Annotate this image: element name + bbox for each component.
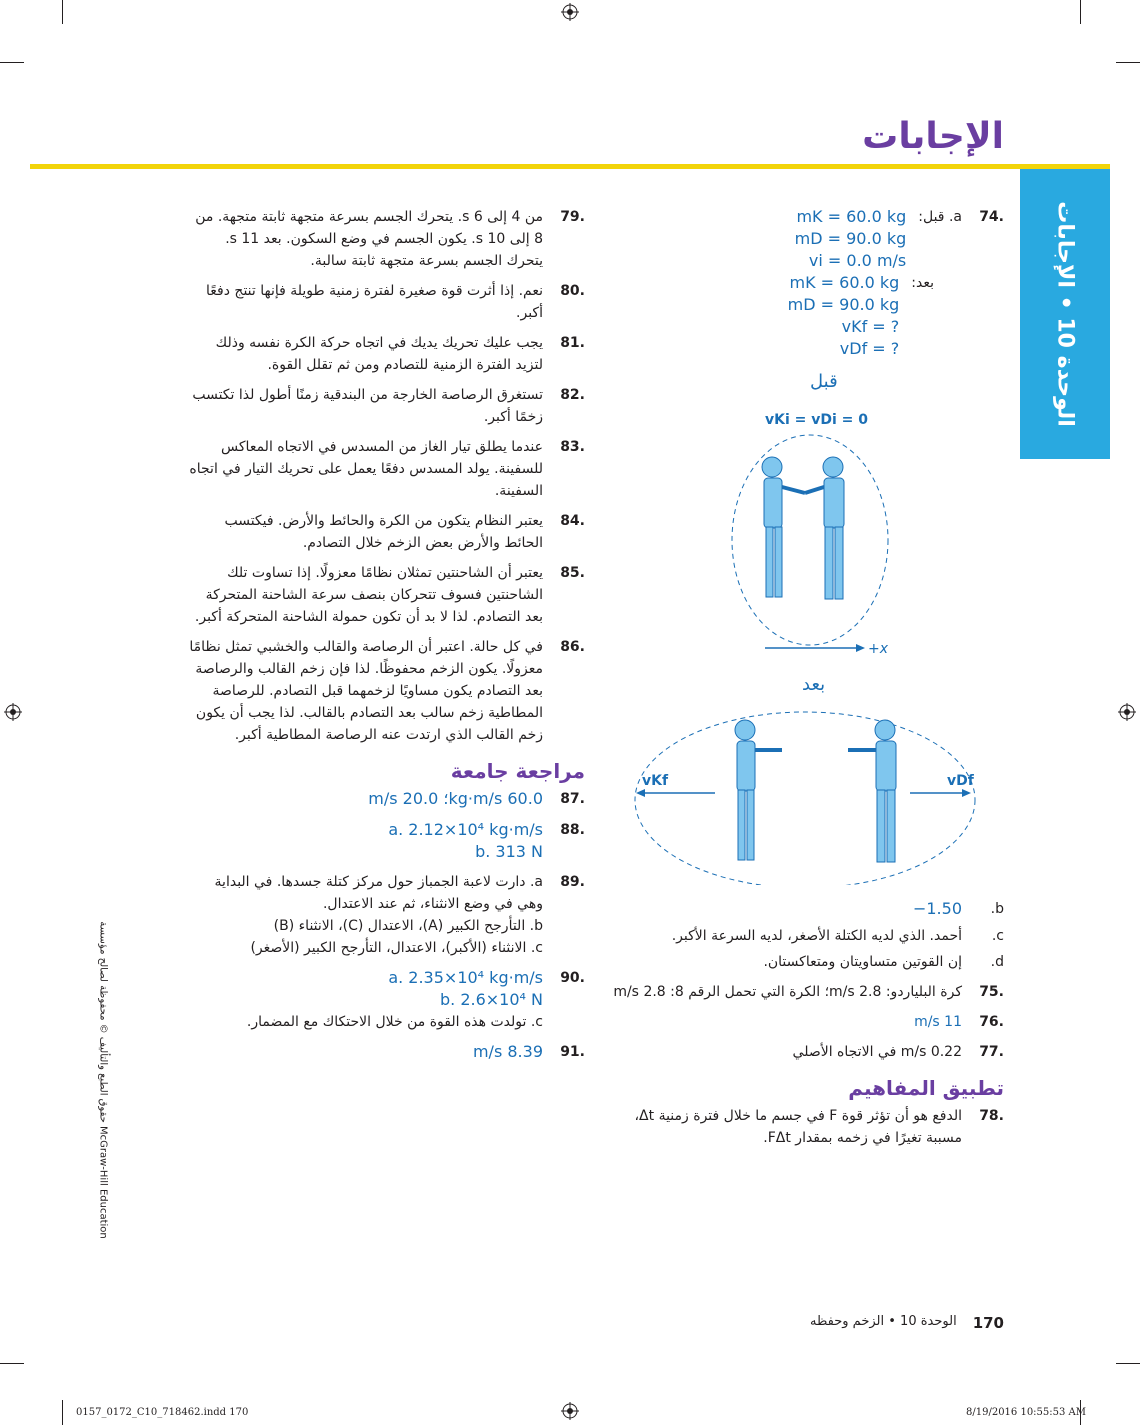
answer-text: يعتبر أن الشاحنتين تمثلان نظامًا معزولًا. إذا تساوت تلك الشاحنتين فسوف تتحركان بنصف سرعة الشاحنة المتحركة بعد التصادم. لذا لا بد أن تكون حمولة الشاحنة المتحركة أكبر. bbox=[194, 565, 543, 625]
answer-text: يعتبر النظام يتكون من الكرة والحائط والأرض. فيكتسب الحائط والأرض بعض الزخم خلال التصادم. bbox=[224, 513, 543, 551]
question-82 bbox=[185, 384, 585, 428]
question-91 bbox=[185, 1041, 585, 1064]
answer-text: تستغرق الرصاصة الخارجة من البندقية زمنًا أطول لذا تكتسب زخمًا أكبر. bbox=[192, 387, 543, 425]
question-89 bbox=[185, 871, 585, 959]
left-column bbox=[185, 206, 585, 1072]
footer-chapter: الوحدة 10 • الزخم وحفظه bbox=[810, 1314, 957, 1329]
axis-label: +x bbox=[868, 641, 889, 657]
question-85 bbox=[185, 562, 585, 628]
vdf-label: vDf bbox=[947, 773, 974, 789]
title-rule bbox=[30, 164, 1110, 169]
answer-text: الدفع هو أن تؤثر قوة F في جسم ما خلال فترة زمنية Δt، مسببة تغيرًا في زخمه بمقدار FΔt. bbox=[634, 1108, 962, 1146]
skaters-diagram bbox=[620, 365, 1015, 885]
question-number: .90 bbox=[560, 970, 585, 986]
question-86 bbox=[185, 636, 585, 746]
question-84 bbox=[185, 510, 585, 554]
crop-mark bbox=[0, 62, 24, 63]
vkf-arrowhead bbox=[636, 789, 645, 797]
question-number: .85 bbox=[560, 565, 585, 581]
crop-mark bbox=[62, 1400, 63, 1425]
answer-text: من 4 إلى 6 s. يتحرك الجسم بسرعة متجهة ثابتة متجهة. من 8 إلى 10 s. يكون الجسم في وضع السكون. بعد 11 s. يتحرك الجسم بسرعة متجهة ثابتة سالبة. bbox=[195, 209, 543, 269]
side-tab-label: الوحدة 10 • الإجابات bbox=[1052, 201, 1078, 427]
skater-d-before bbox=[805, 457, 844, 599]
answer-text: في كل حالة. اعتبر أن الرصاصة والقالب والخشبي تمثل نظامًا معزولًا. يكون الزخم محفوظًا. لذا فإن زخم القالب والرصاصة بعد التصادم يكون مساويًا لزخمهما قبل التصادم. للرصاصة المطاطية زخم سالب بعد التصادم بالقالب. لذا يجب أن يكون زخم القالب الذي ارتدت عنه الرصاصة المطاطية أكبر. bbox=[189, 639, 543, 743]
vkf-label: vKf bbox=[642, 773, 669, 789]
answer-part-c: c. الانثناء (الأكبر)، الاعتدال، التأرجح الكبير (الأصغر) bbox=[250, 940, 543, 956]
chapter-side-tab bbox=[1020, 169, 1110, 459]
given-line: vi = 0.0 m/s bbox=[808, 251, 907, 270]
answer-text: إن القوتين متساويتان ومتعاكستان. bbox=[763, 954, 962, 970]
question-number: .79 bbox=[560, 209, 585, 225]
section-heading-review: مراجعة جامعة bbox=[450, 759, 585, 783]
answer-part-a: a. 2.12×10⁴ kg·m/s bbox=[388, 820, 543, 839]
answer-part-b: b. التأرجح الكبير (A)، الاعتدال (C)، الانثناء (B) bbox=[273, 918, 543, 934]
crop-mark bbox=[0, 1363, 24, 1364]
question-75 bbox=[609, 981, 1004, 1003]
registration-mark-icon bbox=[561, 1402, 579, 1420]
question-80 bbox=[185, 280, 585, 324]
answer-value: 8.39 m/s bbox=[472, 1042, 543, 1061]
registration-mark-icon bbox=[561, 3, 579, 21]
question-77 bbox=[609, 1041, 1004, 1063]
crop-mark bbox=[1116, 1363, 1140, 1364]
given-line: mK = 60.0 kg bbox=[789, 273, 900, 292]
answer-74c bbox=[609, 925, 1004, 947]
answer-74d bbox=[609, 951, 1004, 973]
system-boundary-after bbox=[635, 712, 975, 885]
question-number: .86 bbox=[560, 639, 585, 655]
answer-part-c: c. تولدت هذه القوة من خلال الاحتكاك مع المضمار. bbox=[246, 1014, 543, 1030]
question-81 bbox=[185, 332, 585, 376]
page-footer bbox=[810, 1314, 1004, 1332]
system-boundary bbox=[732, 435, 888, 645]
answer-text: عندما يطلق تيار الغاز من المسدس في الاتجاه المعاكس للسفينة. يولد المسدس دفعًا يعمل على تحريك التيار في اتجاه السفينة. bbox=[189, 439, 543, 499]
vdf-arrowhead bbox=[962, 789, 971, 797]
question-number: .78 bbox=[979, 1108, 1004, 1124]
question-number: .80 bbox=[560, 283, 585, 299]
part-a-label: a. قبل: bbox=[918, 209, 962, 225]
registration-mark-icon bbox=[1118, 703, 1136, 721]
part-letter: b. bbox=[990, 901, 1004, 917]
answer-text: يجب عليك تحريك يديك في اتجاه حركة الكرة نفسه وذلك لتزيد الفترة الزمنية للتصادم ومن ثم تقلل القوة. bbox=[215, 335, 543, 373]
question-74 bbox=[609, 206, 1004, 360]
crop-mark bbox=[62, 0, 63, 24]
question-number: .75 bbox=[979, 984, 1004, 1000]
question-number: .84 bbox=[560, 513, 585, 529]
question-number: .74 bbox=[979, 209, 1004, 225]
question-number: .87 bbox=[560, 791, 585, 807]
before-label: قبل bbox=[810, 371, 838, 392]
unknown-line: vDf = ? bbox=[839, 339, 900, 358]
after-label: بعد bbox=[802, 674, 826, 695]
question-78 bbox=[609, 1105, 1004, 1149]
answer-value: 11 m/s bbox=[914, 1014, 962, 1030]
unknown-line: vKf = ? bbox=[841, 317, 900, 336]
copyright-margin-note: حقوق الطبع والتأليف © محفوظة لصالح مؤسسة McGraw-Hill Education bbox=[97, 921, 109, 1239]
skater-k-before bbox=[762, 457, 805, 597]
given-line: mK = 60.0 kg bbox=[796, 207, 907, 226]
answer-part-a: a. دارت لاعبة الجمباز حول مركز كتلة جسدها. في البداية وهي في وضع الانثناء، ثم عند الاعتدال. bbox=[214, 874, 543, 912]
question-number: .83 bbox=[560, 439, 585, 455]
right-column bbox=[609, 206, 1004, 368]
before-equation: vKi = vDi = 0 bbox=[765, 412, 869, 428]
registration-mark-icon bbox=[4, 703, 22, 721]
crop-mark bbox=[1080, 0, 1081, 24]
given-line: mD = 90.0 kg bbox=[794, 229, 907, 248]
skater-k-after bbox=[735, 720, 782, 860]
question-90 bbox=[185, 967, 585, 1033]
skater-d-after bbox=[848, 720, 896, 862]
answer-text: 0.22 m/s في الاتجاه الأصلي bbox=[792, 1044, 962, 1060]
answer-part-b: b. 2.6×10⁴ N bbox=[439, 990, 543, 1009]
answer-text: كرة البلياردو: 2.8 m/s؛ الكرة التي تحمل الرقم 8: 2.8 m/s bbox=[613, 984, 962, 1000]
answer-74b bbox=[609, 898, 1004, 921]
question-87 bbox=[185, 788, 585, 811]
axis-arrowhead bbox=[856, 644, 865, 652]
file-slug: 0157_0172_C10_718462.indd 170 bbox=[76, 1407, 249, 1418]
answer-text: نعم. إذا أثرت قوة صغيرة لفترة زمنية طويلة فإنها تنتج دفعًا أكبر. bbox=[206, 283, 543, 321]
question-number: .77 bbox=[979, 1044, 1004, 1060]
answer-part-a: a. 2.35×10⁴ kg·m/s bbox=[388, 968, 543, 987]
page-title: الإجابات bbox=[862, 116, 1004, 157]
question-79 bbox=[185, 206, 585, 272]
question-number: .89 bbox=[560, 874, 585, 890]
question-number: .82 bbox=[560, 387, 585, 403]
answer-text: أحمد. الذي لديه الكتلة الأصغر، لديه السرعة الأكبر. bbox=[671, 928, 962, 944]
given-line: mD = 90.0 kg bbox=[787, 295, 900, 314]
question-number: .91 bbox=[560, 1044, 585, 1060]
question-number: .76 bbox=[979, 1014, 1004, 1030]
crop-mark bbox=[1116, 62, 1140, 63]
question-83 bbox=[185, 436, 585, 502]
question-76 bbox=[609, 1011, 1004, 1033]
part-letter: c. bbox=[991, 928, 1004, 944]
part-letter: d. bbox=[990, 954, 1004, 970]
after-label: بعد: bbox=[911, 275, 934, 291]
question-number: .88 bbox=[560, 822, 585, 838]
answer-value: 60.0 kg·m/s؛ 20.0 m/s bbox=[368, 789, 543, 808]
date-slug: 8/19/2016 10:55:53 AM bbox=[966, 1407, 1087, 1418]
question-number: .81 bbox=[560, 335, 585, 351]
page-number: 170 bbox=[972, 1314, 1004, 1332]
section-heading-apply-concepts: تطبيق المفاهيم bbox=[848, 1076, 1004, 1100]
answer-value: −1.50 bbox=[912, 899, 962, 918]
answer-part-b: b. 313 N bbox=[475, 842, 543, 861]
right-column-lower bbox=[609, 898, 1004, 1157]
question-88 bbox=[185, 819, 585, 863]
